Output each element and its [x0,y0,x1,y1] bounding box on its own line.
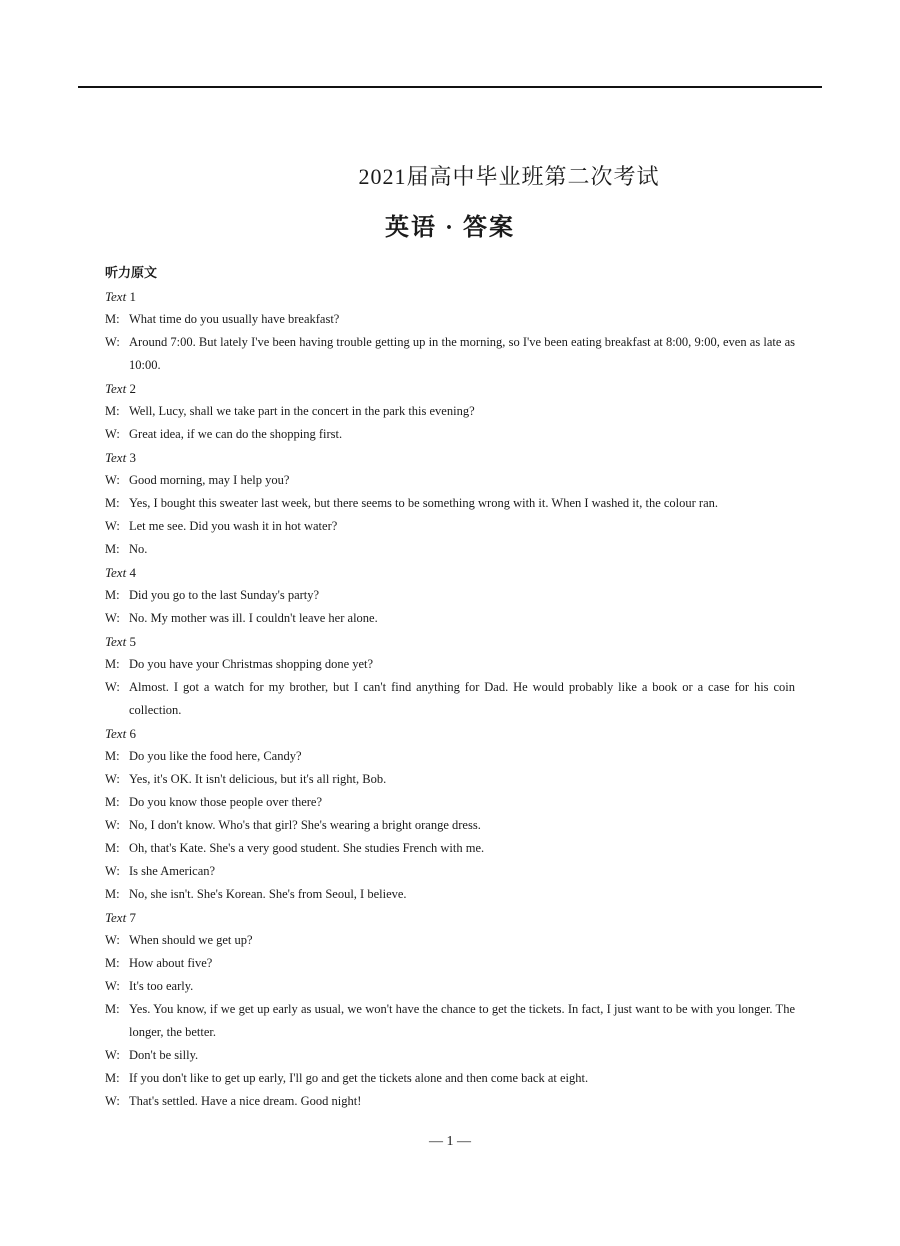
speaker-label: M: [105,956,120,970]
dialogue-line [105,791,795,814]
dialogue-line [105,538,795,561]
speaker-label: M: [105,795,120,809]
dialogue-line [105,515,795,538]
text-label-word: Text [105,634,127,649]
speaker-label: M: [105,657,120,671]
dialogue-text: If you don't like to get up early, I'll go and get the tickets alone and then come back at eight. [129,1071,589,1085]
text-block [105,630,795,722]
page-number: — 1 — [429,1134,471,1149]
dialogue-text: It's too early. [129,979,194,993]
text-label-word: Text [105,381,127,396]
dialogue-text: Around 7:00. But lately I've been having trouble getting up in the morning, so I've been eating breakfast at 8:00, 9:00, even as late as 10:00. [129,335,795,372]
dialogue-line [105,975,795,998]
dialogue-line [105,745,795,768]
dialogue-line [105,676,795,722]
speaker-label: W: [105,611,120,625]
dialogue-text: Do you have your Christmas shopping done yet? [129,657,374,671]
dialogue-text: Great idea, if we can do the shopping first. [129,427,343,441]
dialogue-line [105,1090,795,1113]
text-label-number: 3 [129,450,136,465]
top-rule [78,86,822,88]
speaker-label: W: [105,473,120,487]
dialogue-line [105,584,795,607]
speaker-label: W: [105,864,120,878]
text-label [105,722,795,745]
dialogue-line [105,768,795,791]
speaker-label: M: [105,496,120,510]
speaker-label: W: [105,427,120,441]
dialogue-line [105,400,795,423]
text-label-word: Text [105,289,127,304]
text-label [105,630,795,653]
dialogue-text: Don't be silly. [129,1048,199,1062]
dialogue-text: Oh, that's Kate. She's a very good student. She studies French with me. [129,841,485,855]
speaker-label: W: [105,933,120,947]
text-label [105,561,795,584]
text-label-number: 1 [129,289,136,304]
dialogue-line [105,883,795,906]
text-label-number: 2 [129,381,136,396]
text-block [105,285,795,377]
dialogue-line [105,423,795,446]
speaker-label: M: [105,1071,120,1085]
speaker-label: M: [105,312,120,326]
dialogue-line [105,1067,795,1090]
dialogue-line [105,1044,795,1067]
dialogue-text: Yes, it's OK. It isn't delicious, but it's all right, Bob. [129,772,387,786]
dialogue-line [105,492,795,515]
dialogue-text: Do you know those people over there? [129,795,322,809]
dialogue-line [105,653,795,676]
dialogue-line [105,607,795,630]
dialogue-line [105,308,795,331]
speaker-label: W: [105,1094,120,1108]
speaker-label: W: [105,818,120,832]
dialogue-text: Is she American? [129,864,216,878]
speaker-label: M: [105,841,120,855]
text-label-number: 6 [129,726,136,741]
speaker-label: M: [105,542,120,556]
dialogue-line [105,860,795,883]
section-heading: 听力原文 [105,266,158,281]
dialogue-text: What time do you usually have breakfast? [129,312,340,326]
text-label [105,377,795,400]
text-block [105,377,795,446]
dialogue-text: No, I don't know. Who's that girl? She's wearing a bright orange dress. [129,818,481,832]
dialogue-line [105,469,795,492]
dialogue-line [105,929,795,952]
text-label [105,446,795,469]
dialogue-text: No, she isn't. She's Korean. She's from Seoul, I believe. [129,887,407,901]
text-label [105,906,795,929]
speaker-label: M: [105,887,120,901]
speaker-label: W: [105,519,120,533]
dialogue-text: That's settled. Have a nice dream. Good night! [129,1094,362,1108]
dialogue-text: Do you like the food here, Candy? [129,749,302,763]
text-label-word: Text [105,910,127,925]
speaker-label: M: [105,588,120,602]
dialogue-text: Yes, I bought this sweater last week, but there seems to be something wrong with it. When I washed it, the colour ran. [129,496,719,510]
dialogue-text: How about five? [129,956,213,970]
dialogue-line [105,952,795,975]
text-block [105,722,795,906]
text-label-word: Text [105,565,127,580]
speaker-label: W: [105,680,120,694]
exam-subtitle: 英语 · 答案 [384,215,515,241]
speaker-label: W: [105,1048,120,1062]
text-label-word: Text [105,726,127,741]
text-label [105,285,795,308]
exam-title: 2021届高中毕业班第二次考试 [358,164,660,189]
text-label-number: 7 [129,910,136,925]
text-label-word: Text [105,450,127,465]
dialogue-line [105,998,795,1044]
text-block [105,446,795,561]
speaker-label: W: [105,772,120,786]
speaker-label: M: [105,749,120,763]
dialogue-text: Almost. I got a watch for my brother, but I can't find anything for Dad. He would probably like a book or a case for his coin collection. [129,680,795,717]
dialogue-text: No. My mother was ill. I couldn't leave her alone. [129,611,378,625]
speaker-label: W: [105,979,120,993]
dialogue-text: No. [129,542,148,556]
dialogue-text: Let me see. Did you wash it in hot water? [129,519,338,533]
text-list [105,285,795,1113]
speaker-label: W: [105,335,120,349]
text-block [105,561,795,630]
speaker-label: M: [105,1002,120,1016]
dialogue-text: Good morning, may I help you? [129,473,290,487]
text-label-number: 5 [129,634,136,649]
dialogue-text: Did you go to the last Sunday's party? [129,588,320,602]
dialogue-text: When should we get up? [129,933,253,947]
listening-transcript [105,262,795,1113]
speaker-label: M: [105,404,120,418]
text-block [105,906,795,1113]
dialogue-text: Yes. You know, if we get up early as usual, we won't have the chance to get the tickets. In fact, I just want to be with you longer. The longer, the better. [129,1002,795,1039]
dialogue-line [105,837,795,860]
dialogue-text: Well, Lucy, shall we take part in the concert in the park this evening? [129,404,475,418]
dialogue-line [105,814,795,837]
text-label-number: 4 [129,565,136,580]
dialogue-line [105,331,795,377]
